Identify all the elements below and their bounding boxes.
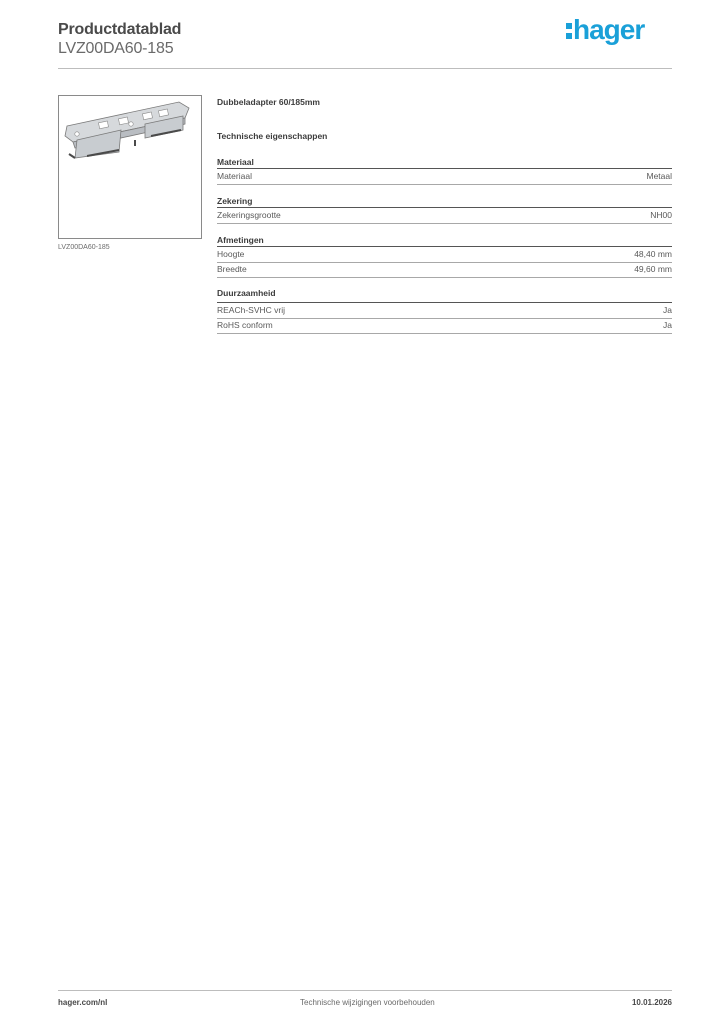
group-rule (217, 207, 672, 208)
property-row (217, 304, 672, 319)
group-rule (217, 168, 672, 169)
group-title-materiaal: Materiaal (217, 157, 254, 167)
header-divider (58, 68, 672, 69)
property-value: Metaal (646, 171, 672, 181)
group-rule (217, 246, 672, 247)
product-name: Dubbeladapter 60/185mm (217, 97, 320, 107)
adapter-plate-illustration (59, 96, 201, 238)
property-key: REACh-SVHC vrij (217, 305, 286, 315)
group-title-duurzaamheid: Duurzaamheid (217, 288, 276, 298)
footer-date: 10.01.2026 (631, 998, 672, 1007)
property-row (217, 263, 672, 278)
product-code: LVZ00DA60-185 (58, 40, 174, 57)
footer-website: hager.com/nl (58, 998, 108, 1007)
group-title-zekering: Zekering (217, 196, 253, 206)
property-row (217, 248, 672, 263)
logo-text: hager (573, 14, 645, 45)
property-key: Breedte (217, 264, 247, 274)
property-key: Zekeringsgrootte (217, 210, 281, 220)
property-value: 49,60 mm (634, 264, 672, 274)
product-image (58, 95, 202, 239)
image-caption: LVZ00DA60-185 (58, 244, 110, 251)
property-key: Materiaal (217, 171, 252, 181)
property-value: NH00 (650, 210, 672, 220)
property-value: 48,40 mm (634, 249, 672, 259)
property-value: Ja (663, 320, 672, 330)
footer-notice: Technische wijzigingen voorbehouden (300, 998, 435, 1007)
group-rule (217, 302, 672, 303)
property-row (217, 170, 672, 185)
property-key: RoHS conform (217, 320, 273, 330)
group-title-afmetingen: Afmetingen (217, 235, 264, 245)
document-title: Productdatablad (58, 21, 182, 38)
section-heading: Technische eigenschappen (217, 131, 328, 141)
hager-logo (566, 14, 644, 46)
property-key: Hoogte (217, 249, 245, 259)
logo-dots-icon (566, 19, 572, 41)
property-value: Ja (663, 305, 672, 315)
footer-divider (58, 990, 672, 991)
property-row (217, 209, 672, 224)
property-row (217, 319, 672, 334)
